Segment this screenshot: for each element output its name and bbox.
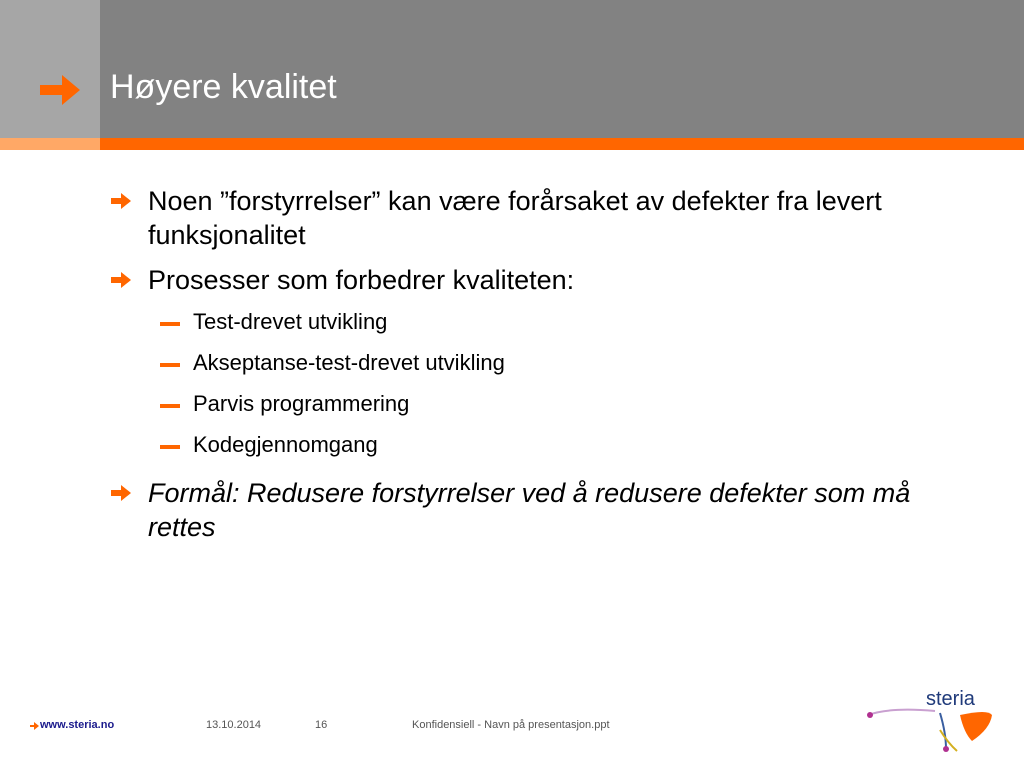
bullet-item	[110, 263, 980, 297]
bullet-text: Prosesser som forbedrer kvaliteten:	[148, 265, 575, 295]
sub-bullet-item	[110, 308, 980, 335]
footer-date: 13.10.2014	[206, 719, 262, 731]
dash-icon	[160, 445, 180, 449]
title-arrow-icon	[38, 73, 82, 107]
steria-logo	[860, 685, 1000, 755]
footer-arrow-icon	[30, 722, 39, 730]
sub-bullet-text: Akseptanse-test-drevet utvikling	[193, 350, 505, 375]
header-left-panel	[0, 0, 100, 138]
svg-text:steria: steria	[926, 688, 975, 710]
accent-bar	[0, 138, 1024, 150]
bullet-text: Noen ”forstyrrelser” kan være forårsaket av defekter fra levert funksjonalitet	[148, 186, 882, 250]
slide-title: Høyere kvalitet	[110, 68, 337, 106]
bullet-item	[110, 184, 980, 252]
sub-bullet-text: Kodegjennomgang	[193, 432, 378, 457]
sub-bullet-text: Test-drevet utvikling	[193, 309, 388, 334]
footer-url-link[interactable]: www.steria.no	[40, 719, 115, 731]
arrow-right-icon	[110, 192, 132, 210]
dash-icon	[160, 322, 180, 326]
bullet-item	[110, 476, 980, 544]
slide-content	[110, 184, 980, 555]
bullet-text: Formål: Redusere forstyrrelser ved å redusere defekter som må rettes	[148, 478, 911, 542]
sub-bullet-text: Parvis programmering	[193, 391, 410, 416]
dash-icon	[160, 363, 180, 367]
arrow-right-icon	[110, 271, 132, 289]
arrow-right-icon	[110, 484, 132, 502]
sub-bullet-item	[110, 349, 980, 376]
footer-confidential: Konfidensiell - Navn på presentasjon.ppt	[412, 719, 610, 731]
dash-icon	[160, 404, 180, 408]
accent-bar-left	[0, 138, 100, 150]
sub-bullet-item	[110, 390, 980, 417]
footer-page-number: 16	[315, 719, 328, 731]
sub-bullet-item	[110, 431, 980, 458]
